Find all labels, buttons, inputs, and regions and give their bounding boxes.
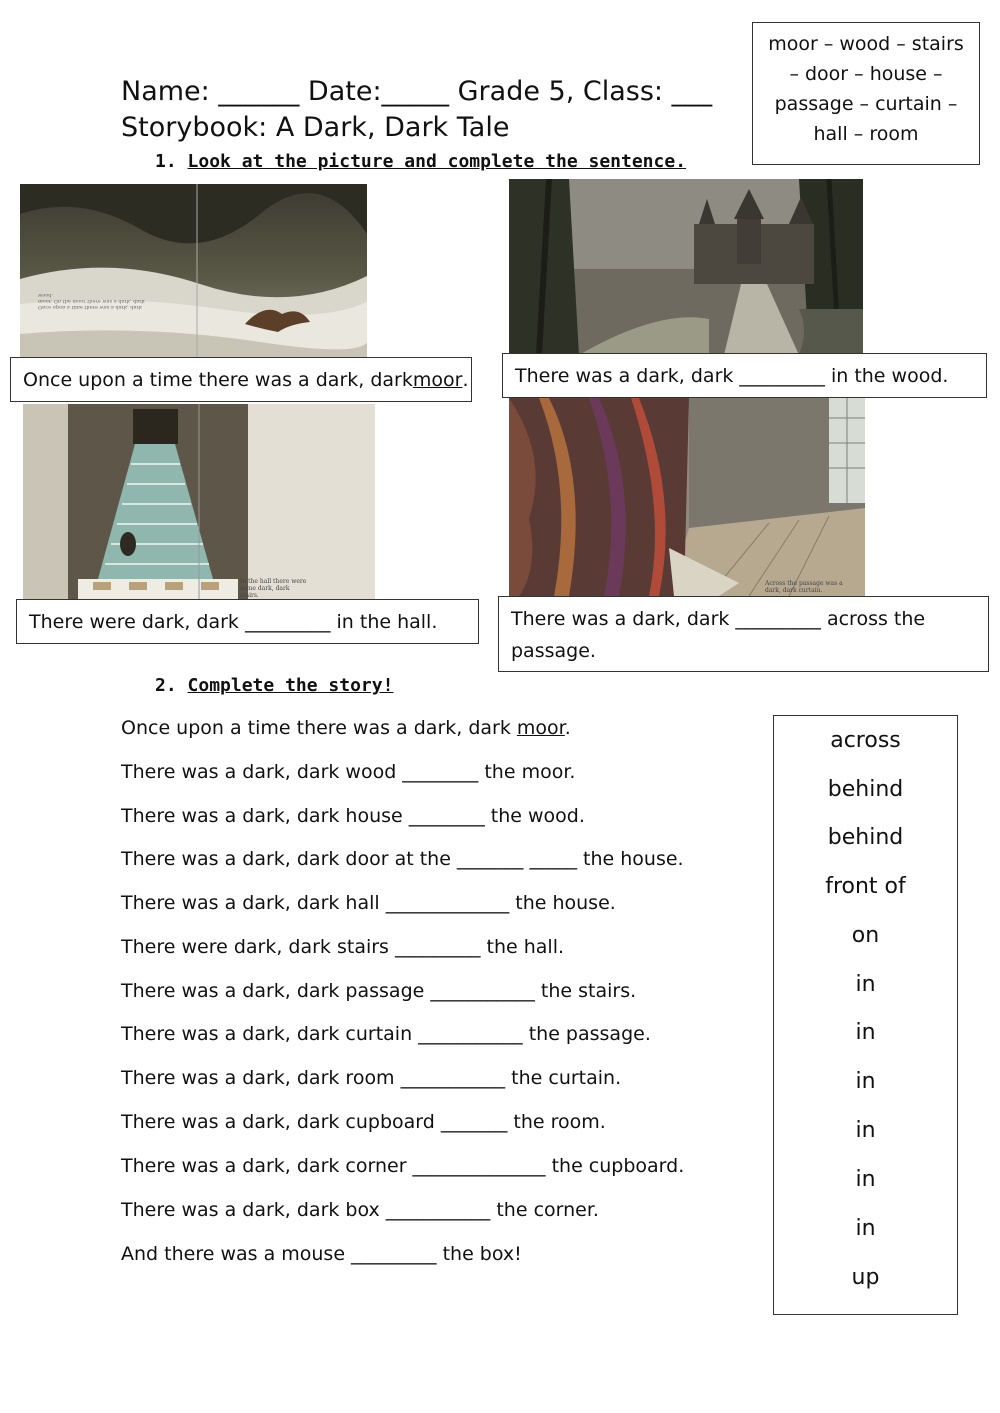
word-bank-line: – door – house – [789,63,943,85]
caption-4: There was a dark, dark _________ across the passage. [498,596,989,672]
caption-1-suffix: . [462,368,469,391]
section-2-heading [155,675,393,696]
section-1-number: 1. [155,151,177,172]
story-line: There was a dark, dark passage ___________ the stairs. [121,980,637,1002]
caption-1 [10,357,472,402]
preposition-item: behind [827,825,904,850]
story-first-suffix: . [564,717,571,739]
preposition-item: in [855,972,876,997]
castle-picture [509,179,863,355]
story-first-prefix: Once upon a time there was a dark, dark [121,717,517,739]
preposition-item: on [851,923,880,948]
stairs-picture-text: In the hall there were some dark, dark stairs. [240,578,307,599]
preposition-item: in [855,1167,876,1192]
story-line [121,717,571,739]
story-line: There was a dark, dark corner ______________ the cupboard. [121,1155,685,1177]
story-line: There was a dark, dark house ________ the wood. [121,805,585,827]
moor-owl-picture [20,184,367,357]
word-bank-line: passage – curtain – [774,93,958,115]
word-bank-line: moor – wood – stairs [768,33,964,55]
story-line: There was a dark, dark cupboard _______ the room. [121,1111,606,1133]
story-line: There was a dark, dark room ___________ the curtain. [121,1067,622,1089]
preposition-item: front of [825,874,906,899]
story-line: There was a dark, dark wood ________ the moor. [121,761,576,783]
preposition-item: across [830,728,901,753]
story-line: And there was a mouse _________ the box! [121,1243,522,1265]
word-bank-line: hall – room [813,123,919,145]
story-line: There was a dark, dark hall _____________ the house. [121,892,616,914]
section-2-number: 2. [155,675,177,696]
preposition-item: behind [827,777,904,802]
preposition-bank-box [773,715,958,1315]
word-bank-box [752,22,980,165]
section-2-title: Complete the story! [187,675,394,696]
preposition-item: in [855,1216,876,1241]
moor-picture-text: Once upon a time there was a dark, dark moor. On the moor there was a dark, dark wood. [38,292,145,310]
preposition-item: in [855,1118,876,1143]
curtain-picture [509,398,865,596]
caption-2: There was a dark, dark _________ in the wood. [502,353,987,398]
story-first-answer: moor [516,717,565,739]
caption-1-prefix: Once upon a time there was a dark, dark [23,368,413,391]
preposition-item: in [855,1069,876,1094]
stairs-picture [23,404,375,599]
preposition-item: up [851,1265,880,1290]
story-line: There was a dark, dark box ___________ the corner. [121,1199,599,1221]
preposition-item: in [855,1020,876,1045]
section-1-heading [155,151,686,172]
story-line: There was a dark, dark door at the _______ _____ the house. [121,848,684,870]
name-date-class-line: Name: ______ Date:_____ Grade 5, Class: ___ [121,76,713,107]
story-line: There were dark, dark stairs _________ the hall. [121,936,565,958]
curtain-picture-text: Across the passage was a dark, dark curtain. [765,580,843,594]
caption-3: There were dark, dark _________ in the hall. [16,599,479,644]
story-line: There was a dark, dark curtain ___________ the passage. [121,1023,651,1045]
section-1-title: Look at the picture and complete the sentence. [187,151,687,172]
page-title: Storybook: A Dark, Dark Tale [121,112,510,143]
caption-1-answer: moor [412,368,463,391]
